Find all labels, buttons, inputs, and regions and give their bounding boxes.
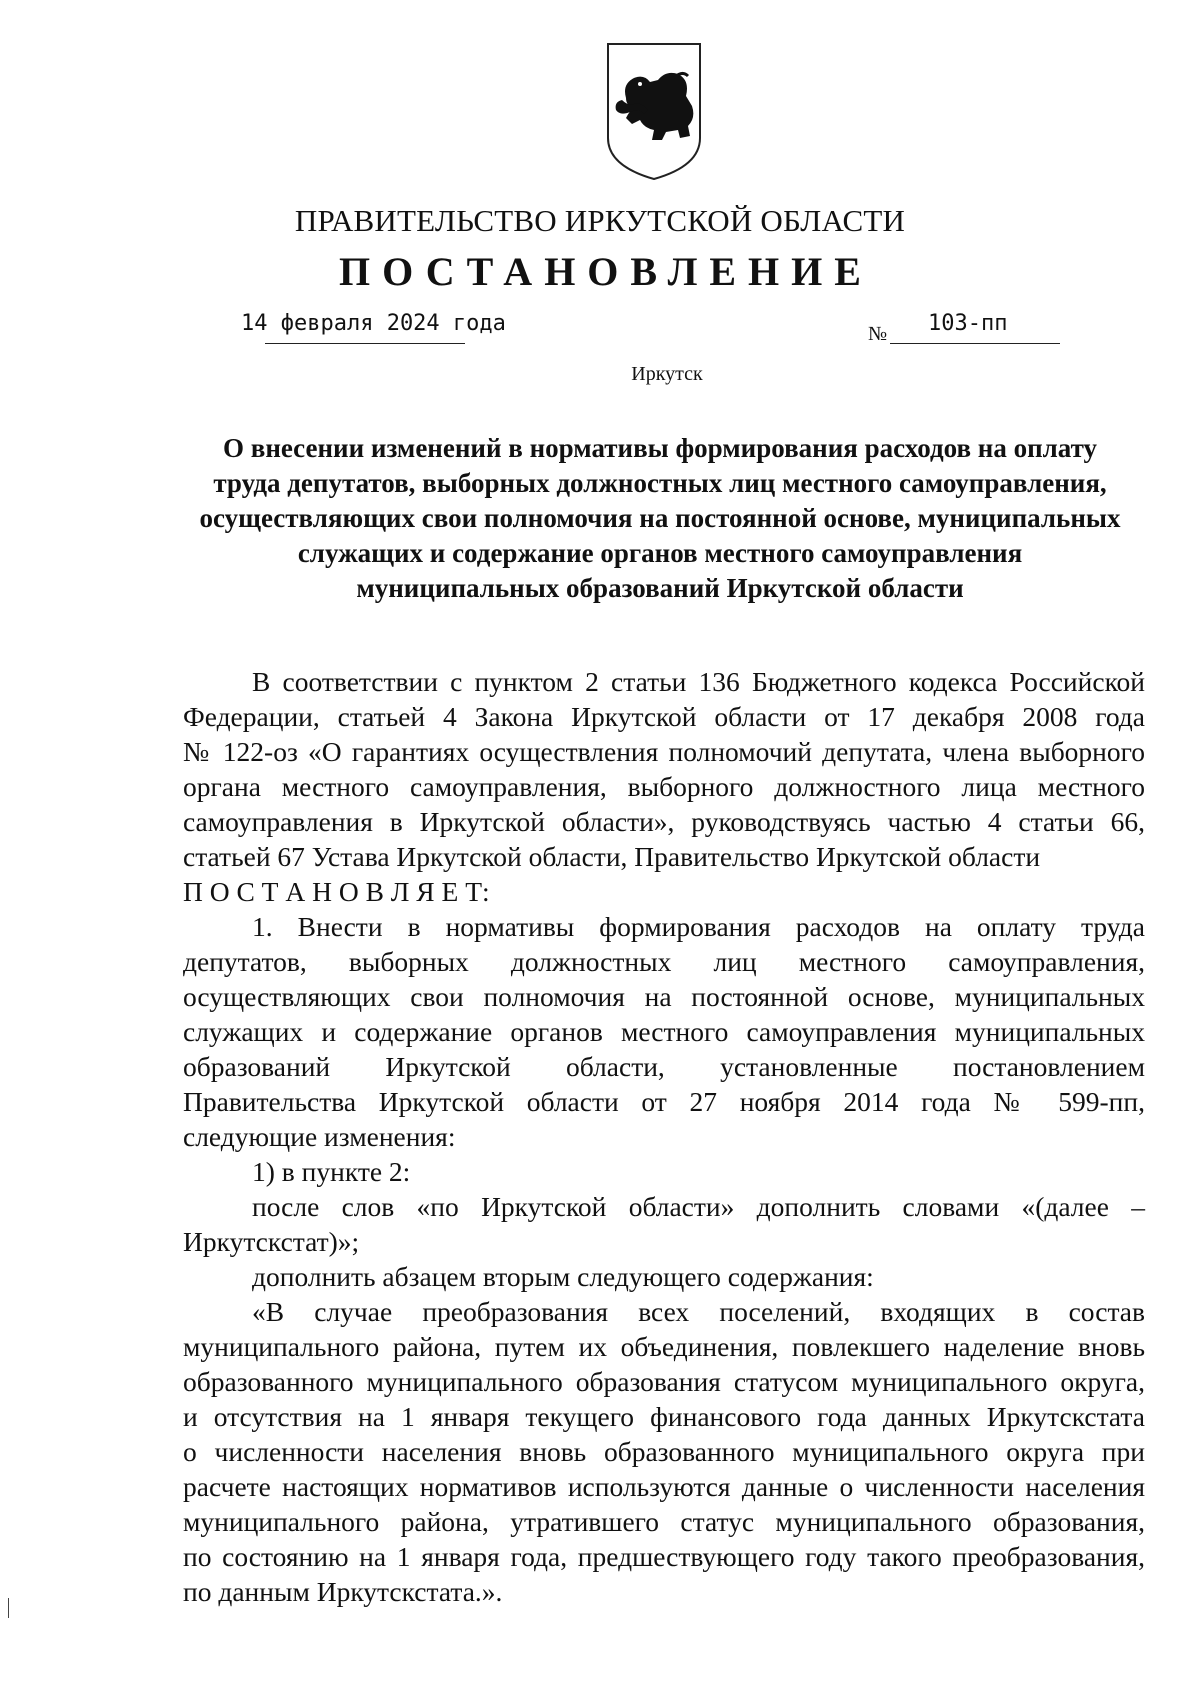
body-line: самоуправления в Иркутской области», руководствуясь частью 4 статьи 66, <box>183 806 1145 837</box>
body-line: П О С Т А Н О В Л Я Е Т: <box>183 876 490 907</box>
body-line: муниципального района, утратившего статус муниципального образования, <box>183 1506 1145 1537</box>
body-line: № 122-оз «О гарантиях осуществления полномочий депутата, члена выборного <box>183 736 1145 767</box>
body-line: после слов «по Иркутской области» дополнить словами «(далее – <box>252 1191 1145 1222</box>
document-city: Иркутск <box>631 363 703 385</box>
body-line: депутатов, выборных должностных лиц местного самоуправления, <box>183 946 1145 977</box>
body-line: «В случае преобразования всех поселений, входящих в состав <box>252 1296 1145 1327</box>
body-line: Иркутскстат)»; <box>183 1226 360 1257</box>
document-title <box>180 431 1140 606</box>
body-line: образований Иркутской области, установленные постановлением <box>183 1051 1145 1082</box>
document-date: 14 февраля 2024 года <box>241 311 506 336</box>
body-line: о численности населения вновь образованного муниципального округа при <box>183 1436 1145 1467</box>
body-line: расчете настоящих нормативов используются данные о численности населения <box>183 1471 1145 1502</box>
irkutsk-coat-of-arms-icon <box>604 40 704 182</box>
number-underline <box>890 343 1060 344</box>
title-line: О внесении изменений в нормативы формирования расходов на оплату <box>222 433 1098 463</box>
title-line: служащих и содержание органов местного самоуправления <box>297 538 1023 568</box>
body-line: 1) в пункте 2: <box>252 1156 411 1187</box>
body-line: дополнить абзацем вторым следующего содержания: <box>252 1261 874 1292</box>
body-line: В соответствии с пунктом 2 статьи 136 Бюджетного кодекса Российской <box>252 666 1145 697</box>
body-line: образованного муниципального образования статусом муниципального округа, <box>183 1366 1145 1397</box>
scan-margin-mark <box>8 1598 9 1618</box>
title-line: осуществляющих свои полномочия на постоянной основе, муниципальных <box>199 503 1121 533</box>
body-line: по состоянию на 1 января года, предшествующего году такого преобразования, <box>183 1541 1145 1572</box>
body-line: муниципального района, путем их объединения, повлекшего наделение вновь <box>183 1331 1145 1362</box>
body-line: статьей 67 Устава Иркутской области, Правительство Иркутской области <box>183 841 1041 872</box>
document-body <box>183 664 1145 1609</box>
body-line: органа местного самоуправления, выборного должностного лица местного <box>183 771 1145 802</box>
document-type: ПОСТАНОВЛЕНИЕ <box>339 249 873 294</box>
body-line: по данным Иркутскстата.». <box>183 1576 503 1607</box>
body-line: Правительства Иркутской области от 27 ноября 2014 года № 599-пп, <box>183 1086 1145 1117</box>
document-number: 103-пп <box>928 311 1008 336</box>
government-name: ПРАВИТЕЛЬСТВО ИРКУТСКОЙ ОБЛАСТИ <box>294 203 906 238</box>
body-line: и отсутствия на 1 января текущего финансового года данных Иркутскстата <box>183 1401 1145 1432</box>
body-line: служащих и содержание органов местного самоуправления муниципальных <box>183 1016 1145 1047</box>
body-line: следующие изменения: <box>183 1121 456 1152</box>
body-line: 1. Внести в нормативы формирования расходов на оплату труда <box>252 911 1145 942</box>
date-underline <box>265 343 465 344</box>
body-line: осуществляющих свои полномочия на постоянной основе, муниципальных <box>183 981 1145 1012</box>
title-line: труда депутатов, выборных должностных лиц местного самоуправления, <box>213 468 1107 498</box>
title-line: муниципальных образований Иркутской области <box>356 573 964 603</box>
body-line: Федерации, статьей 4 Закона Иркутской области от 17 декабря 2008 года <box>183 701 1145 732</box>
number-sign: № <box>868 323 888 345</box>
